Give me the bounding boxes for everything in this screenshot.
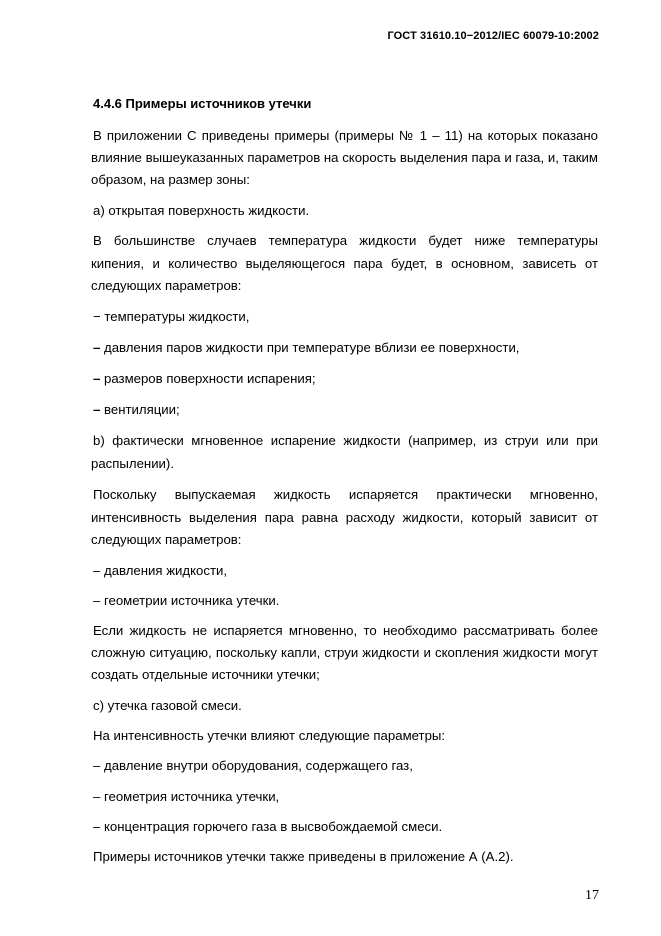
paragraph-examples: Примеры источников утечки также приведены в приложение А (А.2). <box>93 849 514 864</box>
paragraph-intensity: На интенсивность утечки влияют следующие параметры: <box>93 728 446 743</box>
paragraph-evaporation <box>93 484 598 506</box>
dash-marker: – <box>93 340 101 355</box>
list-item-text: давления паров жидкости при температуре вблизи ее поверхности, <box>100 340 520 355</box>
paragraph-liquid-temp <box>93 230 598 252</box>
list-item <box>93 368 598 390</box>
list-item: – геометрии источника утечки. <box>93 593 280 608</box>
paragraph-line: кипения, и количество выделяющегося пара будет, в основном, зависеть от <box>91 256 598 271</box>
paragraph-line: влияние вышеуказанных параметров на скорость выделения пара и газа, и, таким <box>91 150 598 165</box>
list-item-b <box>93 430 598 452</box>
paragraph-line: создать отдельные источники утечки; <box>91 667 320 682</box>
paragraph-line: В большинстве случаев температура жидкости будет ниже температуры <box>93 233 598 248</box>
paragraph-line: сложную ситуацию, поскольку капли, струи жидкости и скопления жидкости могут <box>91 645 598 660</box>
document-header: ГОСТ 31610.10−2012/IEC 60079-10:2002 <box>387 30 599 42</box>
paragraph-liquid-temp-continuation <box>91 253 598 297</box>
list-item: – геометрия источника утечки, <box>93 789 280 804</box>
list-item: − температуры жидкости, <box>93 309 250 324</box>
list-item <box>93 337 598 359</box>
paragraph-intro <box>93 125 598 147</box>
paragraph-line: образом, на размер зоны: <box>91 172 250 187</box>
paragraph-intro-continuation <box>91 147 598 191</box>
list-item-b-continuation <box>91 453 598 475</box>
paragraph-line: b) фактически мгновенное испарение жидкости (например, из струи или при <box>93 433 598 448</box>
paragraph-line: интенсивность выделения пара равна расходу жидкости, который зависит от <box>91 510 598 525</box>
list-item-text: вентиляции; <box>100 402 180 417</box>
paragraph-line: следующих параметров: <box>91 532 242 547</box>
paragraph-line: В приложении С приведены примеры (примеры № 1 – 11) на которых показано <box>93 128 598 143</box>
paragraph-complex-continuation <box>91 642 598 686</box>
paragraph-complex <box>93 620 598 642</box>
list-item-a: а) открытая поверхность жидкости. <box>93 203 310 218</box>
list-item: – концентрация горючего газа в высвобождаемой смеси. <box>93 819 443 834</box>
list-item-text: размеров поверхности испарения; <box>100 371 316 386</box>
page-number: 17 <box>585 888 599 903</box>
dash-marker: – <box>93 371 101 386</box>
paragraph-line: распылении). <box>91 456 174 471</box>
paragraph-line: Если жидкость не испаряется мгновенно, то необходимо рассматривать более <box>93 623 598 638</box>
list-item: – давление внутри оборудования, содержащего газ, <box>93 758 413 773</box>
dash-marker: – <box>93 402 101 417</box>
list-item-c: с) утечка газовой смеси. <box>93 698 242 713</box>
paragraph-line: Поскольку выпускаемая жидкость испаряется практически мгновенно, <box>93 487 598 502</box>
paragraph-line: следующих параметров: <box>91 278 242 293</box>
section-heading: 4.4.6 Примеры источников утечки <box>93 96 312 111</box>
list-item: – давления жидкости, <box>93 563 228 578</box>
paragraph-evaporation-continuation <box>91 507 598 551</box>
list-item <box>93 399 598 421</box>
